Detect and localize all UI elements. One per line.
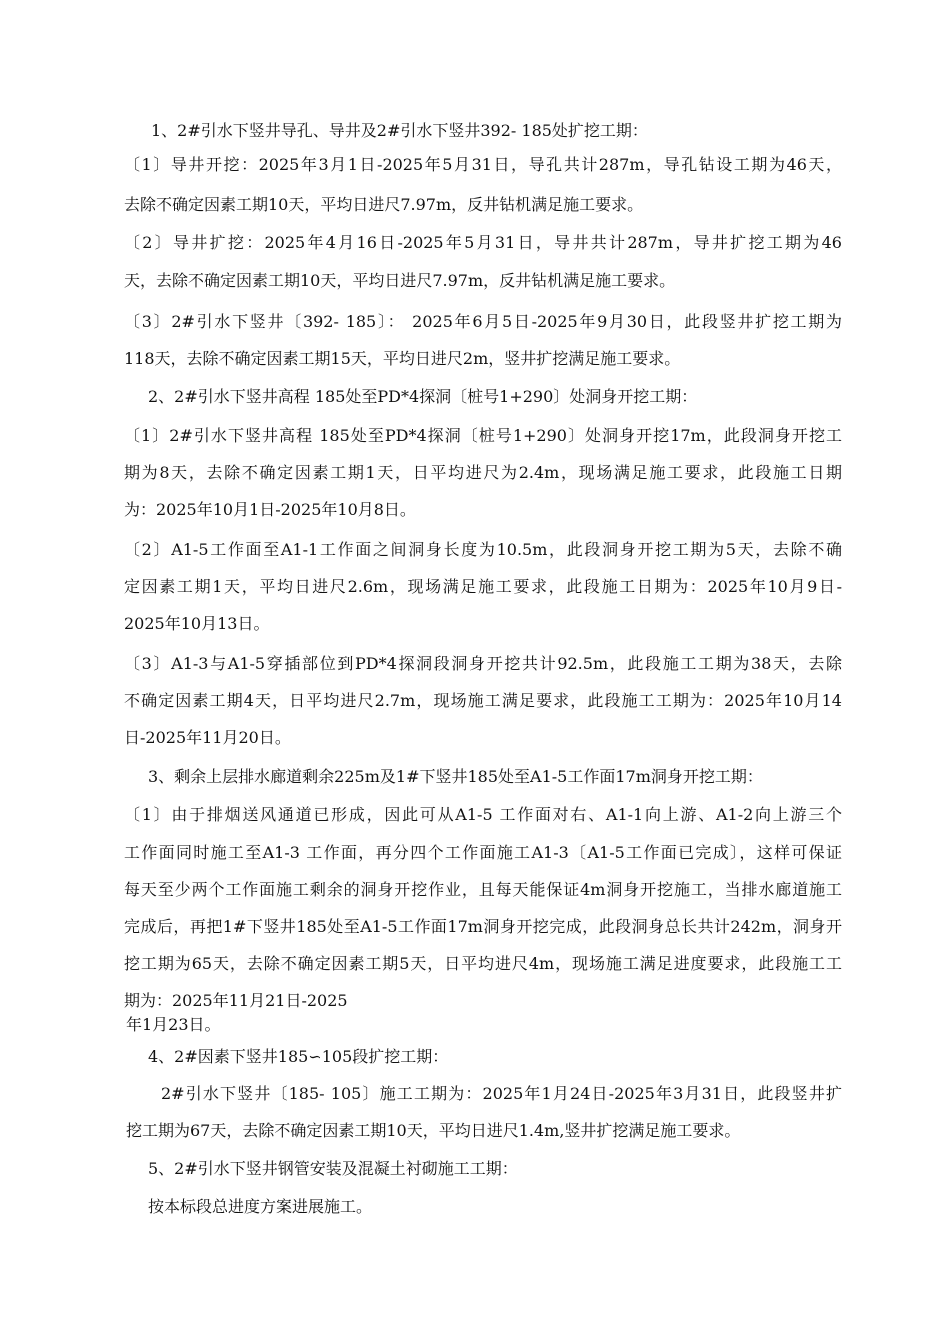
heading-section-3: 3、剩余上层排水廊道剩余225m及1#下竖井185处至A1-5工作面17m洞身开挖工期： xyxy=(148,767,763,786)
paragraph-2-2-line-1: 〔2〕A1-5工作面至A1-1工作面之间洞身长度为10.5m，此段洞身开挖工期为5天，去除不确 xyxy=(124,540,842,559)
paragraph-1-2-line-1: 〔2〕导井扩挖：2025年4月16日-2025年5月31日，导井共计287m，导井扩挖工期为46 xyxy=(124,233,842,252)
paragraph-2-3-line-2: 不确定因素工期4天，日平均进尺2.7m，现场施工满足要求，此段施工工期为：2025年10月14 xyxy=(124,691,842,710)
paragraph-4-line-1: 2#引水下竖井〔185- 105〕施工工期为：2025年1月24日-2025年3月31日，此段竖井扩 xyxy=(161,1084,842,1103)
paragraph-3-1-line-2: 工作面同时施工至A1-3 工作面，再分四个工作面施工A1-3〔A1-5工作面已完成〕，这样可保证 xyxy=(124,843,842,862)
heading-section-1: 1、2#引水下竖井导孔、导井及2#引水下竖井392- 185处扩挖工期： xyxy=(151,121,648,140)
paragraph-3-1-line-3: 每天至少两个工作面施工剩余的洞身开挖作业，且每天能保证4m洞身开挖施工，当排水廊道施工 xyxy=(124,880,842,899)
paragraph-3-1-line-5: 挖工期为65天，去除不确定因素工期5天，日平均进尺4m，现场施工满足进度要求，此段施工工 xyxy=(124,954,842,973)
heading-section-5: 5、2#引水下竖井钢管安装及混凝土衬砌施工工期： xyxy=(148,1159,518,1178)
paragraph-1-1-line-1: 〔1〕导井开挖：2025年3月1日-2025年5月31日，导孔共计287m，导孔钻设工期为46天， xyxy=(124,155,842,174)
paragraph-3-1-line-4: 完成后，再把1#下竖井185处至A1-5工作面17m洞身开挖完成，此段洞身总长共计242m，洞身开 xyxy=(124,917,842,936)
paragraph-3-1-line-1: 〔1〕由于排烟送风通道已形成，因此可从A1-5 工作面对右、A1-1向上游、A1-2向上游三个 xyxy=(124,805,842,824)
paragraph-2-1-line-2: 期为8天，去除不确定因素工期1天，日平均进尺为2.4m，现场满足施工要求，此段施工日期 xyxy=(124,463,842,482)
paragraph-2-3-line-1: 〔3〕A1-3与A1-5穿插部位到PD*4探洞段洞身开挖共计92.5m，此段施工工期为38天，去除 xyxy=(124,654,842,673)
paragraph-2-1-line-3: 为：2025年10月1日-2025年10月8日。 xyxy=(124,500,416,519)
heading-section-4: 4、2#因素下竖井185∽105段扩挖工期： xyxy=(148,1047,449,1066)
paragraph-2-3-line-3: 日-2025年11月20日。 xyxy=(124,728,291,747)
paragraph-2-2-line-2: 定因素工期1天，平均日进尺2.6m，现场满足施工要求，此段施工日期为：2025年10月9日- xyxy=(124,577,842,596)
paragraph-1-2-line-2: 天，去除不确定因素工期10天，平均日进尺7.97m，反井钻机满足施工要求。 xyxy=(124,271,676,290)
paragraph-4-line-2: 挖工期为67天，去除不确定因素工期10天，平均日进尺1.4m,竖井扩挖满足施工要求。 xyxy=(126,1121,741,1140)
paragraph-1-1-line-2: 去除不确定因素工期10天，平均日进尺7.97m，反井钻机满足施工要求。 xyxy=(124,195,644,214)
heading-section-2: 2、2#引水下竖井高程 185处至PD*4探洞〔桩号1+290〕处洞身开挖工期： xyxy=(148,387,698,406)
paragraph-3-1-line-6: 期为：2025年11月21日-2025 xyxy=(124,991,348,1010)
paragraph-2-1-line-1: 〔1〕2#引水下竖井高程 185处至PD*4探洞〔桩号1+290〕处洞身开挖17m，此段洞身开挖工 xyxy=(124,426,842,445)
paragraph-1-3-line-2: 118天，去除不确定因素工期15天，平均日进尺2m，竖井扩挖满足施工要求。 xyxy=(124,349,681,368)
paragraph-3-1-line-7: 年1月23日。 xyxy=(126,1015,221,1034)
paragraph-1-3-line-1: 〔3〕2#引水下竖井〔392- 185〕： 2025年6月5日-2025年9月30日，此段竖井扩挖工期为 xyxy=(124,312,842,331)
paragraph-2-2-line-3: 2025年10月13日。 xyxy=(124,614,270,633)
paragraph-5-line-1: 按本标段总进度方案进展施工。 xyxy=(148,1197,373,1216)
